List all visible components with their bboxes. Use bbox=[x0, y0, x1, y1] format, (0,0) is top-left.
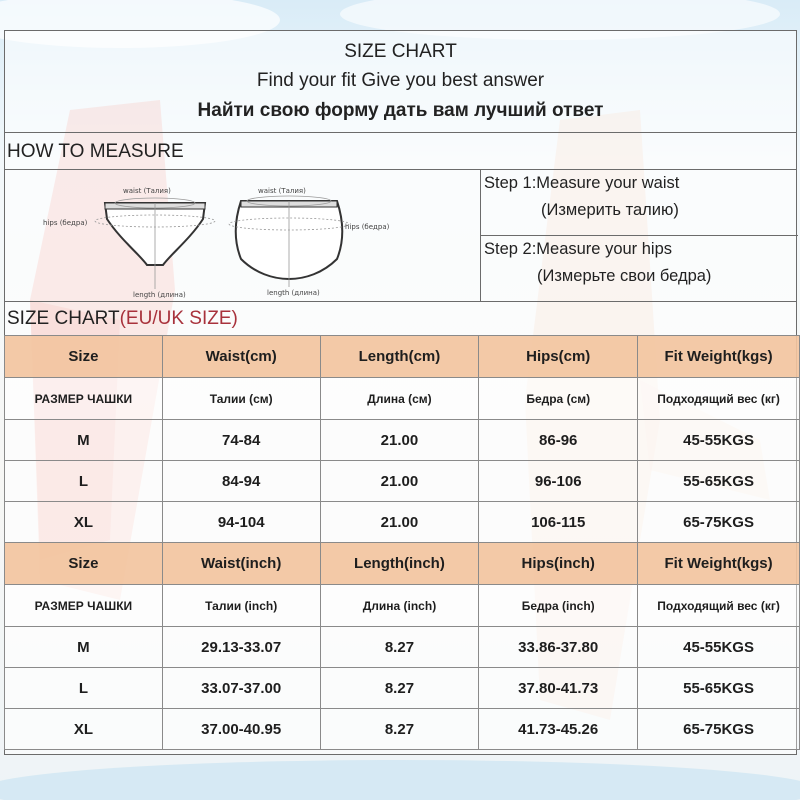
table-subheader-cell: РАЗМЕР ЧАШКИ bbox=[5, 378, 163, 420]
table-subheader-cell: Подходящий вес (кг) bbox=[638, 378, 800, 420]
table-header-cell: Waist(inch) bbox=[162, 543, 320, 585]
step2-instruction: Step 2:Measure your hips bbox=[484, 240, 673, 258]
table-cell: 41.73-45.26 bbox=[479, 709, 638, 750]
brief-back-illustration bbox=[229, 196, 349, 287]
table-row bbox=[5, 420, 800, 461]
subtitle-russian: Найти свою форму дать вам лучший ответ bbox=[197, 100, 604, 121]
subtitle-english: Find your fit Give you best answer bbox=[256, 70, 545, 91]
table-header-cell: Hips(cm) bbox=[479, 336, 638, 378]
brief-front-illustration bbox=[95, 198, 215, 289]
table-cell: 8.27 bbox=[320, 627, 479, 668]
table-row bbox=[5, 668, 800, 709]
table-header-cell: Fit Weight(kgs) bbox=[638, 336, 800, 378]
divider bbox=[5, 301, 796, 302]
table-cell: M bbox=[5, 627, 163, 668]
table-cell: L bbox=[5, 668, 163, 709]
table-subheader-cell: Бедра (см) bbox=[479, 378, 638, 420]
table-subheader-cell: Талии (см) bbox=[162, 378, 320, 420]
how-to-measure-title: HOW TO MEASURE bbox=[7, 141, 184, 162]
table-cell: 86-96 bbox=[479, 420, 638, 461]
step1-instruction-ru: (Измерить талию) bbox=[541, 201, 679, 219]
table-cell: 94-104 bbox=[162, 502, 320, 543]
table-cell: 21.00 bbox=[320, 502, 479, 543]
table-cell: 21.00 bbox=[320, 420, 479, 461]
table-cell: 45-55KGS bbox=[638, 420, 800, 461]
table-cell: 45-55KGS bbox=[638, 627, 800, 668]
table-subheader-cell: Подходящий вес (кг) bbox=[638, 585, 800, 627]
table-row bbox=[5, 709, 800, 750]
table-header-cell: Length(cm) bbox=[320, 336, 479, 378]
table-cell: 33.86-37.80 bbox=[479, 627, 638, 668]
table-cell: 65-75KGS bbox=[638, 502, 800, 543]
table-header-cell: Waist(cm) bbox=[162, 336, 320, 378]
table-cell: XL bbox=[5, 709, 163, 750]
table-cell: 33.07-37.00 bbox=[162, 668, 320, 709]
step1-instruction: Step 1:Measure your waist bbox=[484, 174, 680, 192]
table-header-cell: Length(inch) bbox=[320, 543, 479, 585]
table-cell: 55-65KGS bbox=[638, 668, 800, 709]
table-cell: 37.80-41.73 bbox=[479, 668, 638, 709]
table-header-cell: Hips(inch) bbox=[479, 543, 638, 585]
table-cell: XL bbox=[5, 502, 163, 543]
size-chart-title bbox=[7, 308, 238, 330]
waist-label-front: waist (Талия) bbox=[123, 187, 171, 195]
table-subheader-row-inch bbox=[5, 585, 800, 627]
table-subheader-cell: Бедра (inch) bbox=[479, 585, 638, 627]
table-header-row-cm bbox=[5, 336, 800, 378]
table-row bbox=[5, 502, 800, 543]
page-title: SIZE CHART bbox=[344, 41, 457, 62]
table-subheader-cell: РАЗМЕР ЧАШКИ bbox=[5, 585, 163, 627]
table-subheader-row-cm bbox=[5, 378, 800, 420]
step2-instruction-ru: (Измерьте свои бедра) bbox=[537, 267, 712, 285]
table-header-cell: Fit Weight(kgs) bbox=[638, 543, 800, 585]
table-row bbox=[5, 627, 800, 668]
table-cell: 37.00-40.95 bbox=[162, 709, 320, 750]
hips-label-front: hips (бедра) bbox=[43, 219, 88, 227]
table-subheader-cell: Длина (inch) bbox=[320, 585, 479, 627]
size-chart-title-region: (EU/UK SIZE) bbox=[119, 308, 238, 329]
divider bbox=[480, 235, 798, 236]
table-header-cell: Size bbox=[5, 543, 163, 585]
title-block bbox=[5, 31, 796, 132]
table-cell: 84-94 bbox=[162, 461, 320, 502]
table-cell: 55-65KGS bbox=[638, 461, 800, 502]
table-cell: 106-115 bbox=[479, 502, 638, 543]
table-cell: 8.27 bbox=[320, 709, 479, 750]
divider bbox=[5, 132, 796, 133]
table-subheader-cell: Длина (см) bbox=[320, 378, 479, 420]
table-cell: L bbox=[5, 461, 163, 502]
table-header-row-inch bbox=[5, 543, 800, 585]
table-cell: 29.13-33.07 bbox=[162, 627, 320, 668]
measurement-diagram bbox=[5, 169, 480, 301]
table-cell: 96-106 bbox=[479, 461, 638, 502]
table-cell: 21.00 bbox=[320, 461, 479, 502]
table-cell: M bbox=[5, 420, 163, 461]
table-row bbox=[5, 461, 800, 502]
table-subheader-cell: Талии (inch) bbox=[162, 585, 320, 627]
table-cell: 8.27 bbox=[320, 668, 479, 709]
table-cell: 74-84 bbox=[162, 420, 320, 461]
length-label-front: length (длина) bbox=[133, 291, 186, 299]
hips-label-back: hips (бедра) bbox=[345, 223, 390, 231]
table-header-cell: Size bbox=[5, 336, 163, 378]
table-cell: 65-75KGS bbox=[638, 709, 800, 750]
size-chart-title-main: SIZE CHART bbox=[7, 308, 120, 329]
waist-label-back: waist (Талия) bbox=[258, 187, 306, 195]
length-label-back: length (длина) bbox=[267, 289, 320, 297]
size-table bbox=[4, 335, 800, 750]
